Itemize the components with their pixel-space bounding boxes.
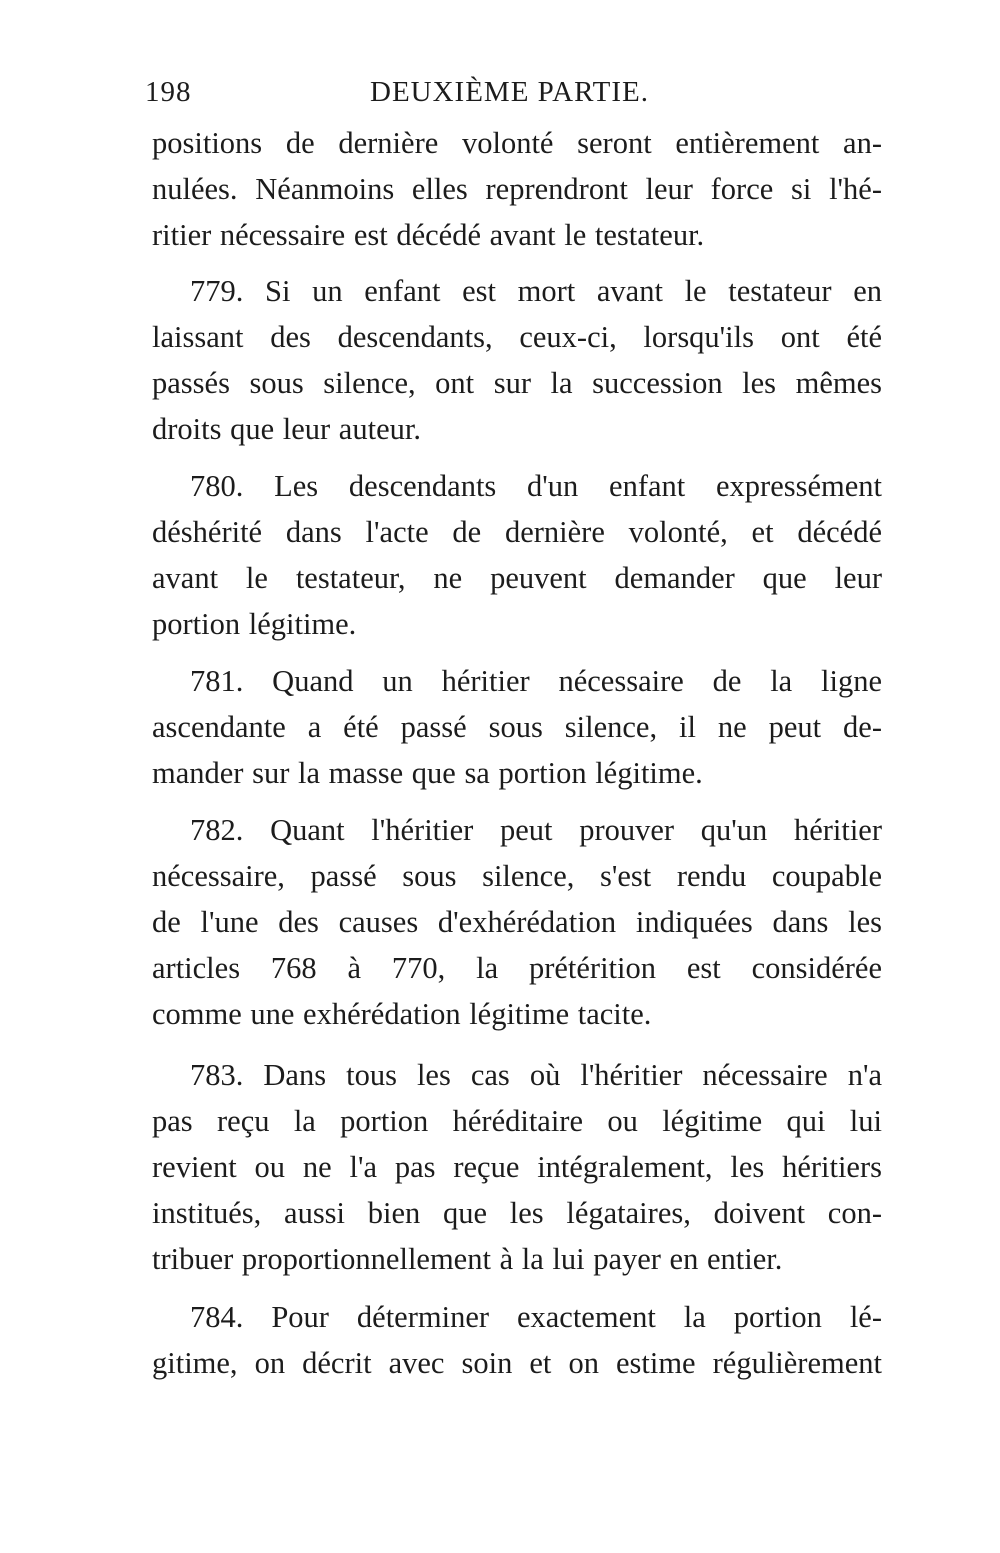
text-line: gitime, on décrit avec soin et on estime régulièrement: [152, 1346, 882, 1380]
text-line: de l'une des causes d'exhérédation indiquées dans les: [152, 905, 882, 939]
article-779-line: 779. Si un enfant est mort avant le testateur en: [190, 274, 882, 308]
text-line: déshérité dans l'acte de dernière volonté, et décédé: [152, 515, 882, 549]
page-number: 198: [145, 76, 192, 108]
text-line: droits que leur auteur.: [152, 412, 421, 446]
text-line: ascendante a été passé sous silence, il ne peut de-: [152, 710, 882, 744]
text-line: ritier nécessaire est décédé avant le testateur.: [152, 218, 705, 252]
text-line: positions de dernière volonté seront entièrement an-: [152, 126, 882, 160]
text-line: laissant des descendants, ceux-ci, lorsqu'ils ont été: [152, 320, 882, 354]
text-line: revient ou ne l'a pas reçue intégralement, les héritiers: [152, 1150, 882, 1184]
text-line: institués, aussi bien que les légataires, doivent con-: [152, 1196, 882, 1230]
article-784-line: 784. Pour déterminer exactement la portion lé-: [190, 1300, 882, 1334]
article-781-line: 781. Quand un héritier nécessaire de la ligne: [190, 664, 882, 698]
text-line: pas reçu la portion héréditaire ou légitime qui lui: [152, 1104, 882, 1138]
article-780-line: 780. Les descendants d'un enfant expressément: [190, 469, 882, 503]
text-line: comme une exhérédation légitime tacite.: [152, 997, 652, 1031]
text-line: passés sous silence, ont sur la succession les mêmes: [152, 366, 882, 400]
text-line: avant le testateur, ne peuvent demander que leur: [152, 561, 882, 595]
text-line: mander sur la masse que sa portion légitime.: [152, 756, 703, 790]
text-line: tribuer proportionnellement à la lui payer en entier.: [152, 1242, 783, 1276]
text-line: portion légitime.: [152, 607, 357, 641]
section-title: DEUXIÈME PARTIE.: [370, 76, 650, 108]
article-782-line: 782. Quant l'héritier peut prouver qu'un héritier: [190, 813, 882, 847]
article-783-line: 783. Dans tous les cas où l'héritier nécessaire n'a: [190, 1058, 882, 1092]
text-line: nulées. Néanmoins elles reprendront leur force si l'hé-: [152, 172, 882, 206]
running-head: [145, 68, 885, 116]
text-line: nécessaire, passé sous silence, s'est rendu coupable: [152, 859, 882, 893]
text-line: articles 768 à 770, la prétérition est considérée: [152, 951, 882, 985]
